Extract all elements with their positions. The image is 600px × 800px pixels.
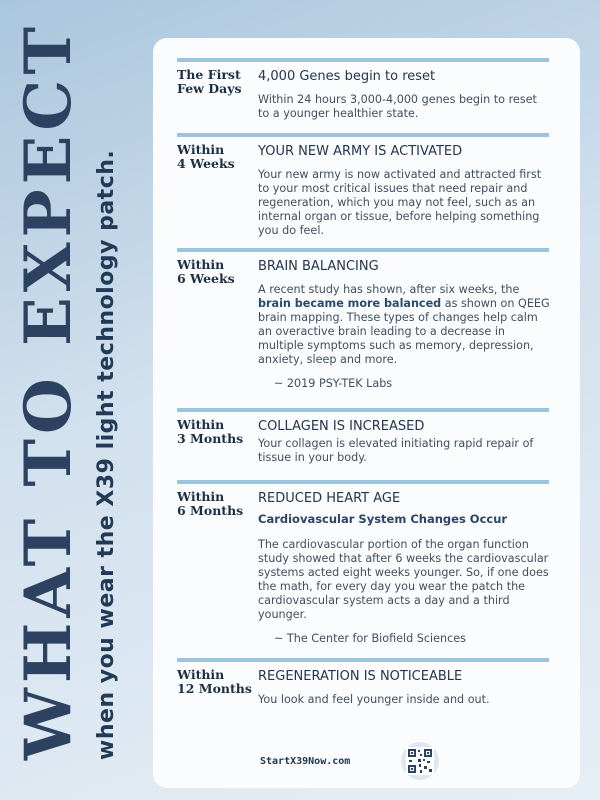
section-body: A recent study has shown, after six weeks, the brain became more balanced as shown on QEEG brain mapping. These types of changes help calm an overactive brain leading to a decrease in multiple symptoms such as memory, depression, anxiety, sleep and more. — [258, 283, 550, 366]
timeline-section-first-days — [177, 58, 549, 128]
section-time-label: Within 6 Months — [177, 489, 244, 518]
section-body: Your collagen is elevated initiating rapid repair of tissue in your body. — [258, 437, 534, 464]
section-body: Within 24 hours 3,000-4,000 genes begin to reset to a younger healthier state. — [258, 93, 537, 120]
section-time-label: Within 4 Weeks — [177, 142, 235, 171]
section-heading: YOUR NEW ARMY IS ACTIVATED — [258, 144, 463, 159]
section-divider — [177, 408, 549, 412]
section-heading: 4,000 Genes begin to reset — [258, 69, 436, 84]
main-title: WHAT TO EXPECT — [11, 22, 86, 760]
section-subheading: Cardiovascular System Changes Occur — [258, 512, 508, 526]
section-heading: REGENERATION IS NOTICEABLE — [258, 669, 463, 684]
qr-code-icon — [406, 747, 434, 775]
timeline-section-12-months — [177, 658, 549, 718]
main-subtitle: when you wear the X39 light technology patch. — [94, 149, 119, 760]
section-divider — [177, 658, 549, 662]
section-time-label: The First Few Days — [177, 67, 242, 96]
qr-code-badge[interactable] — [401, 742, 439, 780]
website-link[interactable]: StartX39Now.com — [260, 756, 351, 767]
section-heading: BRAIN BALANCING — [258, 259, 379, 274]
section-time-label: Within 12 Months — [177, 667, 252, 696]
section-body: The cardiovascular portion of the organ function study showed that after 6 weeks the cardiovascular systems acted eight weeks younger. So, if one does the math, for every day you wear the patch the cardiovascular system acts a day and a third younger. — [258, 538, 549, 621]
section-time-label: Within 6 Weeks — [177, 257, 235, 286]
side-title — [8, 22, 124, 760]
section-heading: REDUCED HEART AGE — [258, 491, 401, 506]
section-time-label: Within 3 Months — [177, 417, 244, 446]
section-body: You look and feel younger inside and out. — [258, 693, 490, 706]
section-divider — [177, 58, 549, 62]
timeline-section-3-months — [177, 408, 549, 478]
highlight-text: brain became more balanced — [258, 297, 442, 310]
section-divider — [177, 248, 549, 252]
section-divider — [177, 133, 549, 137]
section-source: ~ 2019 PSY-TEK Labs — [274, 377, 393, 390]
section-heading: COLLAGEN IS INCREASED — [258, 419, 425, 434]
section-source: ~ The Center for Biofield Sciences — [274, 632, 466, 645]
section-body: Your new army is now activated and attracted first to your most critical issues that need repair and regeneration, which you may not feel, such as an internal organ or tissue, before helping something you do feel. — [258, 168, 542, 237]
timeline-section-6-weeks — [177, 248, 549, 403]
section-divider — [177, 480, 549, 484]
timeline-section-6-months — [177, 480, 549, 650]
timeline-section-4-weeks — [177, 133, 549, 243]
